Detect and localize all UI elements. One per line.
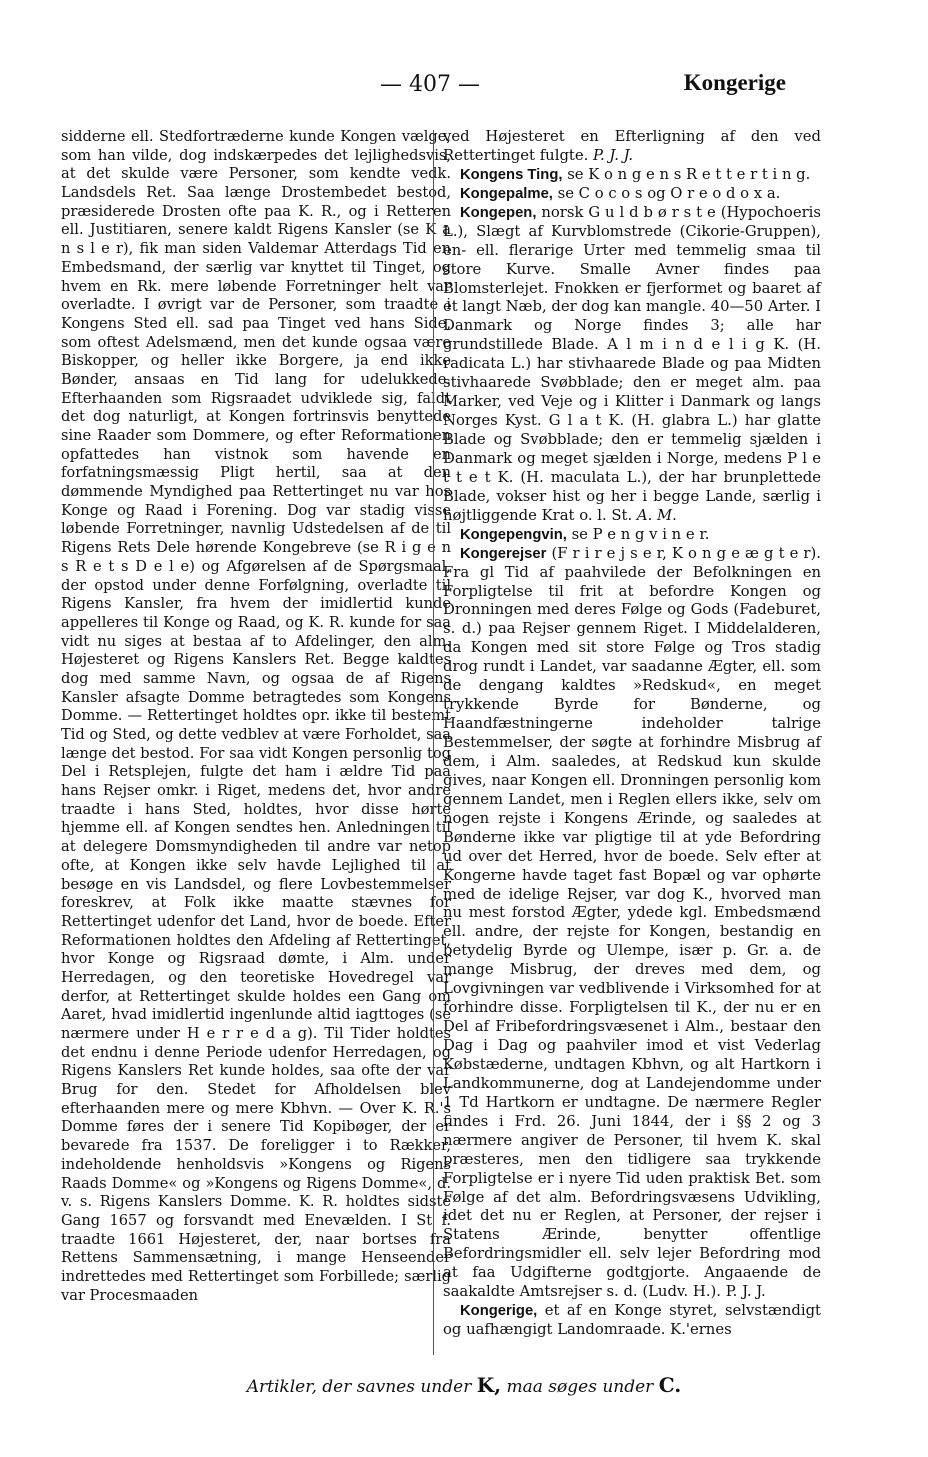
- entry-body: et af en Konge styret, selvstændigt og uafhængigt Landomraade. K.'ernes: [443, 1302, 821, 1339]
- entry-kongepen: [443, 204, 821, 526]
- headword: Kongepengvin,: [460, 526, 567, 543]
- page-number: — 407 —: [380, 72, 480, 97]
- headword: Kongepen,: [460, 204, 537, 221]
- left-column-text: sidderne ell. Stedfortræderne kunde Kongen vælge, som han vilde, dog indskærpedes det lejlighedsvis, at det skulde være Personer, som kendte vedk. Landsdels Ret. Saa længe Drostembedet bestod, præsiderede Drosten ofte paa K. R., og i Retteren ell. Justitiaren, senere kaldt Rigens Kansler (se K a n s l e r), fik man siden Valdemar Atterdags Tid en Embedsmand, der særlig var knyttet til Tinget, og hvem en Rk. mere løbende Forretninger helt var overladte. I øvrigt var de Personer, som traadte i Kongens Sted ell. sad paa Tinget ved hans Side, som oftest Adelsmænd, men det kunde ogsaa være Biskopper, og heller ikke Borgere, ja end ikke Bønder, ansaas en Tid lang for udelukkede. Efterhaanden som Rigsraadet udviklede sig, faldt det dog naturligt, at Kongen fortrinsvis benyttede sine Raader som Dommere, og efter Reformationen opfattedes han vistnok som havende en forfatningsmæssig Pligt hertil, saa at den dømmende Myndighed paa Rettertinget nu var hos Konge og Raad i Forening. Dog var stadig visse løbende Forretninger, navnlig Udstedelsen af de til Rigens Rets Dele hørende Kongebreve (se R i g e n s R e t s D e l e) og Afgørelsen af de Spørgsmaal, der opstod under denne Forfølgning, overladte til Rigens Kansler, fra hvem der imidlertid kunde appelleres til Konge og Raad, og K. R. kunde for saa vidt nu siges at bestaa af to Afdelinger, den alm. Højesteret og Rigens Kanslers Ret. Begge kaldtes dog med samme Navn, og ogsaa de af Rigens Kansler afsagte Domme betragtedes som Kongens Domme. — Rettertinget holdtes opr. ikke til bestemt Tid og Sted, og dette vedblev at være Forholdet, saa længe det bestod. For saa vidt Kongen personlig tog Del i Retsplejen, fulgte det ham i ældre Tid paa hans Rejser omkr. i Riget, medens det, hvor andre traadte i hans Sted, holdtes, hvor disse hørte hjemme ell. af Kongen sendtes hen. Anledningen til at delegere Domsmyndigheden til andre var netop ofte, at Kongen ikke selv havde Lejlighed til at besøge en vis Landsdel, og flere Lovbestemmelser foreskrev, at Folk ikke maatte stævnes for Rettertinget udenfor det Land, hvor de boede. Efter Reformationen holdtes den Afdeling af Rettertinget, hvor Konge og Rigsraad dømte, i Alm. under Herredagen, og den teoretiske Hovedregel var derfor, at Rettertinget skulde holdes een Gang om Aaret, hvad imidlertid ingenlunde altid iagttoges (se nærmere under H e r r e d a g). Til Tider holdtes det endnu i denne Periode udenfor Herredagen, og Rigens Kanslers Ret kunde holdes, saa ofte der var Brug for den. Stedet for Afholdelsen blev efterhaanden mere og mere Kbhvn. — Over K. R.'s Domme føres der i senere Tid Kopibøger, der er bevarede fra 1537. De foreligger i to Rækker, indeholdende henholdsvis »Kongens og Rigens Raads Domme« og »Kongens og Rigens Domme«, d. v. s. Rigens Kanslers Domme. K. R. holdtes sidste Gang 1657 og forsvandt med Enevælden. I St f. traadte 1661 Højesteret, der, naar bortses fra Rettens Sammensætning, i mange Henseender indrettedes med Rettertinget som Forbillede; særlig var Procesmaaden: [61, 128, 451, 1304]
- running-head: Kongerige: [683, 70, 786, 95]
- signature: P. J. J.: [593, 146, 634, 164]
- entry-body: norsk G u l d b ø r s t e (Hypochoeris L.), Slægt af Kurvblomstrede (Cikorie-Gruppen), en- ell. flerarige Urter med temmelig smaa til store Kurve. Smalle Avner findes paa Blomsterlejet. Fnokken er fjerformet og baaret af et langt Næb, der dog kan mangle. 40—50 Arter. I Danmark og Norge findes 3; alle har grundstillede Blade. A l m i n d e l i g K. (H. radicata L.) har stivhaarede Blade og paa Midten stivhaarede Svøbblade; den er meget alm. paa Marker, ved Veje og i Klitter i Danmark og langs Norges Kyst. G l a t K. (H. glabra L.) har glatte Blade og Svøbblade; den er temmelig sjælden i Danmark og meget sjælden i Norge, medens P l e t t e t K. (H. maculata L.), der har brunplettede Blade, vokser hist og her i begge Lande, særlig i højtliggende Krat o. l. St.: [443, 203, 821, 524]
- entry-kongens-ting: [443, 166, 821, 185]
- footer-note: Artikler, der savnes under K, maa søges under C.: [246, 1373, 682, 1397]
- right-column: [443, 128, 821, 1340]
- entry-body: se K o n g e n s R e t t e r t i n g.: [562, 165, 811, 183]
- left-column: [61, 128, 451, 1305]
- headword: Kongerige,: [460, 1303, 538, 1320]
- entry-body: se C o c o s og O r e o d o x a.: [552, 184, 781, 202]
- entry-body: se P e n g v i n e r.: [566, 525, 710, 543]
- footer-letter-k: K,: [476, 1373, 502, 1397]
- entry-body: (F r i r e j s e r, K o n g e æ g t e r). Fra gl Tid af paahvilede der Befolkningen en Forpligtelse til frit at befordre Kongen og Dronningen med deres Følge og Gods (Fadeburet, s. d.) paa Rejser gennem Riget. I Middelalderen, da Kongen med sit store Følge og Tros stadig drog rundt i Landet, var saadanne Ægter, ell. som de dengang kaldtes »Redskud«, en meget trykkende Byrde for Bønderne, og Haandfæstningerne indeholder talrige Bestemmelser, der søgte at forhindre Misbrug af dem, i Alm. saaledes, at Redskud kun skulde gives, naar Kongen ell. Dronningen personlig kom gennem Landet, men i Reglen ellers ikke, selv om nogen rejste i Kongens Ærinde, og saaledes at Bønderne ikke var pligtige til at yde Befordring ud over det Herred, hvor de boede. Selv efter at Kongerne havde taget fast Bopæl og var ophørte med de idelige Rejser, var dog K., hvorved man nu mest forstod Ægter, ydede kgl. Embedsmænd ell. andre, der rejste for Kongen, bestandig en betydelig Byrde og Ulempe, især p. Gr. a. de mange Misbrug, der dreves med dem, og Lovgivningen var vedblivende i Virksomhed for at forhindre disse. Forpligtelsen til K., der nu er en Del af Fribefordringsvæsenet i Alm., bestaar den Dag i Dag og paahviler imod et vist Vederlag Købstæderne, undtagen Kbhvn, og alt Hartkorn i Landkommunerne, dog at Landejendomme under 1 Td Hartkorn er undtagne. De nærmere Regler findes i Frd. 26. Juni 1844, der i §§ 2 og 3 nærmere angiver de Personer, til hvem K. skal præsteres, men den tidligere saa trykkende Forpligtelse er i nyere Tid uden praktisk Bet. som Følge af det alm. Befordringsvæsens Udvikling, idet det nu er Reglen, at Personer, der rejser i Statens Ærinde, benytter offentlige Befordringsmidler ell. selv lejer Befordring mod at faa Udgifterne godtgjorte. Angaaende de saakaldte Amtsrejser s. d. (Ludv. H.). P. J. J.: [443, 544, 821, 1301]
- column-rule: [433, 130, 434, 1355]
- entry-kongerejser: [443, 545, 821, 1303]
- continued-paragraph: ved Højesteret en Efterligning af den ved Rettertinget fulgte. P. J. J.: [443, 128, 821, 164]
- headword: Kongens Ting,: [460, 166, 563, 183]
- signature: A. M.: [636, 506, 677, 524]
- headword: Kongerejser: [460, 545, 547, 562]
- entry-kongepalme: [443, 185, 821, 204]
- headword: Kongepalme,: [460, 185, 553, 202]
- entry-kongerige: [443, 1302, 821, 1340]
- entry-kongepengvin: [443, 526, 821, 545]
- footer-letter-c: C.: [658, 1373, 682, 1397]
